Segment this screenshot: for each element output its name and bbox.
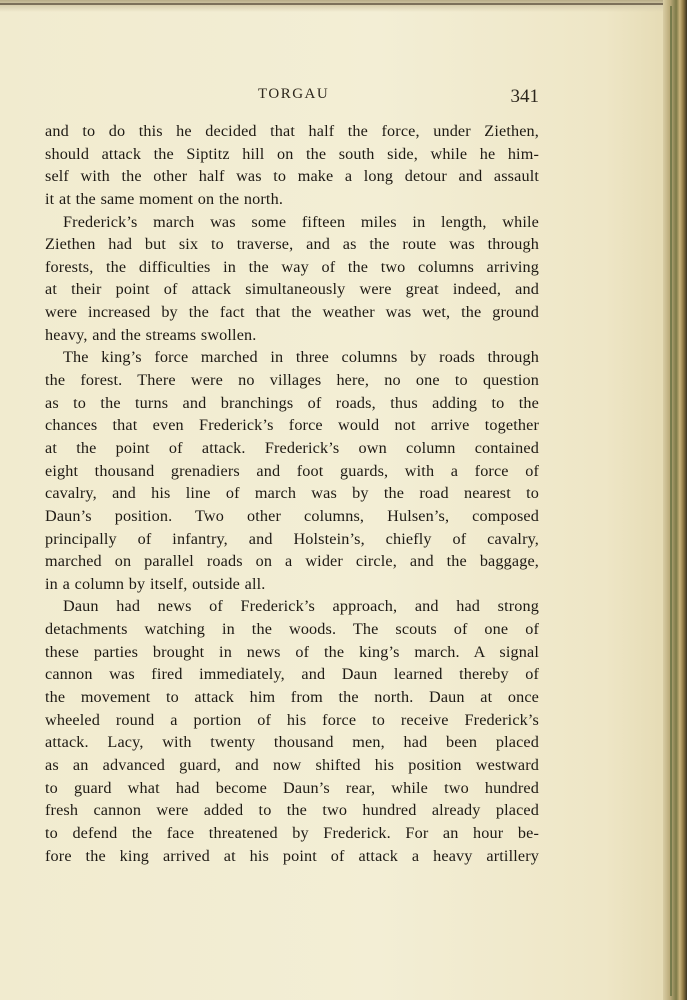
text-line: fore the king arrived at his point of attack a heavy artillery [45, 846, 539, 865]
running-title: TORGAU [258, 86, 330, 102]
text-line: Frederick’s march was some fifteen miles in length, while [63, 212, 539, 231]
text-line: Daun had news of Frederick’s approach, and had strong [63, 597, 539, 616]
text-line: it at the same moment on the north. [45, 189, 284, 208]
text-line: detachments watching in the woods. The scouts of one of [45, 620, 539, 639]
text-line: at the point of attack. Frederick’s own column contained [45, 438, 539, 457]
body-text [45, 120, 539, 867]
text-line: principally of infantry, and Holstein’s, chiefly of cavalry, [45, 529, 539, 548]
text-line: the forest. There were no villages here, no one to question [45, 371, 539, 390]
text-line: chances that even Frederick’s force would not arrive together [45, 416, 539, 435]
text-line: wheeled round a portion of his force to receive Frederick’s [45, 710, 539, 729]
text-line: as an advanced guard, and now shifted his position westward [45, 755, 539, 774]
text-line: The king’s force marched in three columns by roads through [63, 348, 539, 367]
page-edge [663, 0, 687, 1000]
text-line: and to do this he decided that half the force, under Ziethen, [45, 122, 539, 140]
text-line: these parties brought in news of the king’s march. A signal [45, 642, 539, 661]
text-line: attack. Lacy, with twenty thousand men, had been placed [45, 733, 539, 752]
text-line: to defend the face threatened by Frederick. For an hour be- [45, 823, 539, 842]
text-line: self with the other half was to make a long detour and assault [45, 167, 539, 186]
text-line: eight thousand grenadiers and foot guards, with a force of [45, 461, 539, 480]
text-line: should attack the Siptitz hill on the south side, while he him- [45, 144, 539, 163]
running-head [45, 86, 539, 108]
text-line: forests, the difficulties in the way of the two columns arriving [45, 257, 539, 276]
text-line: to guard what had become Daun’s rear, while two hundred [45, 778, 539, 797]
text-line: at their point of attack simultaneously were great indeed, and [45, 280, 539, 299]
page-number: 341 [510, 86, 539, 107]
text-line: the movement to attack him from the north. Daun at once [45, 688, 539, 707]
text-line: were increased by the fact that the weather was wet, the ground [45, 303, 539, 322]
text-line: cavalry, and his line of march was by the road nearest to [45, 484, 539, 503]
top-rule [0, 3, 668, 5]
text-line: heavy, and the streams swollen. [45, 325, 257, 344]
page-edge-line [670, 6, 672, 996]
text-line: as to the turns and branchings of roads, thus adding to the [45, 393, 539, 412]
text-line: fresh cannon were added to the two hundred already placed [45, 801, 539, 820]
top-shadow [0, 0, 687, 12]
text-line: Ziethen had but six to traverse, and as the route was through [45, 235, 539, 254]
text-line: in a column by itself, outside all. [45, 574, 266, 593]
text-line: marched on parallel roads on a wider circle, and the baggage, [45, 552, 539, 571]
text-line: cannon was fired immediately, and Daun learned thereby of [45, 665, 539, 684]
text-line: Daun’s position. Two other columns, Hulsen’s, composed [45, 506, 539, 525]
